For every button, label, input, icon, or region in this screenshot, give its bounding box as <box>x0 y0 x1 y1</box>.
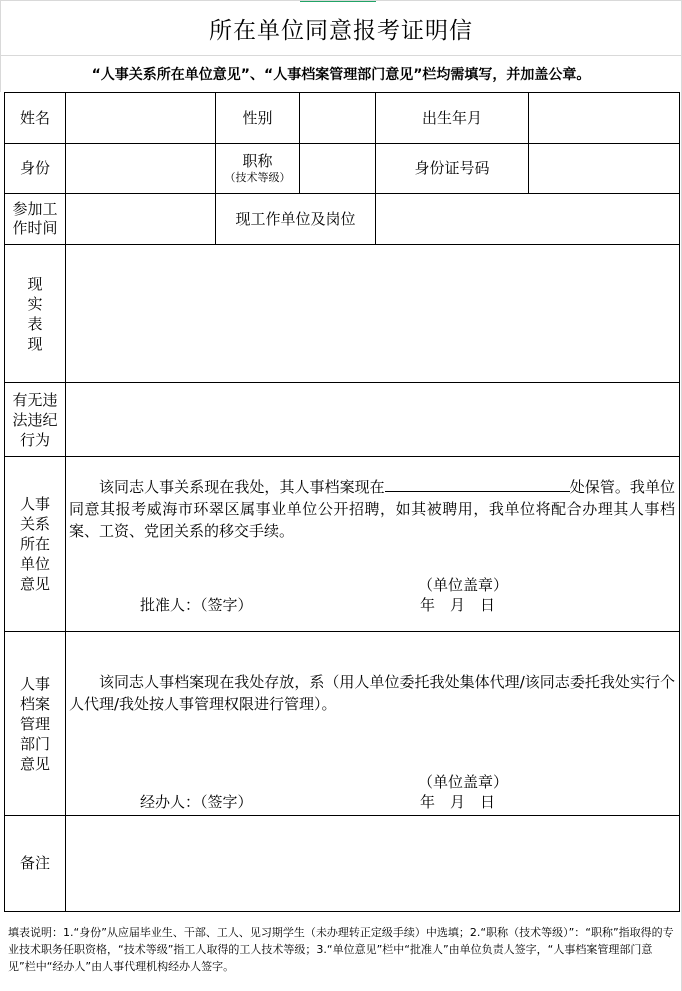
unit-opinion-text-start: 该同志人事关系现在我处，其人事档案现在 <box>99 478 385 496</box>
birth-field[interactable] <box>529 93 679 143</box>
label-performance: 现 实 表 现 <box>27 274 43 353</box>
label-unit-opinion: 人事 关系 所在 单位 意见 <box>19 495 50 593</box>
gender-field[interactable] <box>300 93 375 143</box>
table-border <box>4 456 680 457</box>
unit-opinion-date: 年 月 日 <box>420 596 496 614</box>
label-work-start-line1: 参加工 <box>12 200 58 218</box>
approver-signature: 批准人：（签字） <box>140 596 253 614</box>
unit-opinion-text-end: 处保管。我单位同意其报考威海市环翠区属事业单位公开招聘，如其被聘用，我单位将配合办理其人事档案、工资、党团关系的移交手续。 <box>69 478 675 540</box>
label-name: 姓名 <box>19 108 50 127</box>
label-current-unit: 现工作单位及岗位 <box>235 209 356 228</box>
label-title-sub: （技术等级） <box>224 171 291 184</box>
table-border <box>679 92 680 912</box>
label-identity: 身份 <box>19 159 50 177</box>
id-number-field[interactable] <box>529 144 679 193</box>
handler-signature: 经办人：（签字） <box>140 793 253 811</box>
archive-location-blank[interactable] <box>385 475 570 492</box>
remarks-field[interactable] <box>66 816 679 911</box>
title-field[interactable] <box>300 144 375 193</box>
name-field[interactable] <box>66 93 215 143</box>
form-instruction: “人事关系所在单位意见”、“人事档案管理部门意见”栏均需填写，并加盖公章。 <box>91 67 591 83</box>
label-work-start-line2: 作时间 <box>12 219 58 237</box>
label-birth: 出生年月 <box>421 108 482 127</box>
label-gender: 性别 <box>242 108 273 127</box>
label-id-number: 身份证号码 <box>414 159 490 177</box>
work-start-field[interactable] <box>66 194 215 244</box>
fill-instructions: 填表说明：1.“身份”从应届毕业生、干部、工人、见习期学生（未办理转正定级手续）中选填；2.“职称（技术等级）”：“职称”指取得的专业技术职务任职资格，“技术等级”指工人取得的工人技术等级；3.“单位意见”栏中“批准人”由单位负责人签字，“人事档案管理部门意见”栏中“经办人”由人事代理机构经办人签字。 <box>8 926 674 973</box>
unit-stamp: （单位盖章） <box>418 576 509 594</box>
page-title: 所在单位同意报考证明信 <box>209 17 473 44</box>
archive-opinion-text: 该同志人事档案现在我处存放，系（用人单位委托我处集体代理/该同志委托我处实行个人代理/我处按人事管理权限进行管理）。 <box>69 673 675 713</box>
label-title <box>216 144 299 193</box>
violations-field[interactable] <box>66 383 679 456</box>
archive-opinion-date: 年 月 日 <box>420 793 496 811</box>
label-work-start <box>5 194 65 244</box>
unit-opinion-text <box>69 475 675 542</box>
performance-field[interactable] <box>66 245 679 382</box>
label-title-main: 职称 <box>242 152 273 170</box>
table-border <box>4 911 680 912</box>
table-border <box>4 631 680 632</box>
label-archive-opinion: 人事 档案 管理 部门 意见 <box>19 674 50 773</box>
label-violations: 有无违 法违纪 行为 <box>12 390 58 449</box>
archive-stamp: （单位盖章） <box>418 773 509 791</box>
label-remarks: 备注 <box>19 854 50 872</box>
identity-field[interactable] <box>66 144 215 193</box>
current-unit-field[interactable] <box>376 194 679 244</box>
